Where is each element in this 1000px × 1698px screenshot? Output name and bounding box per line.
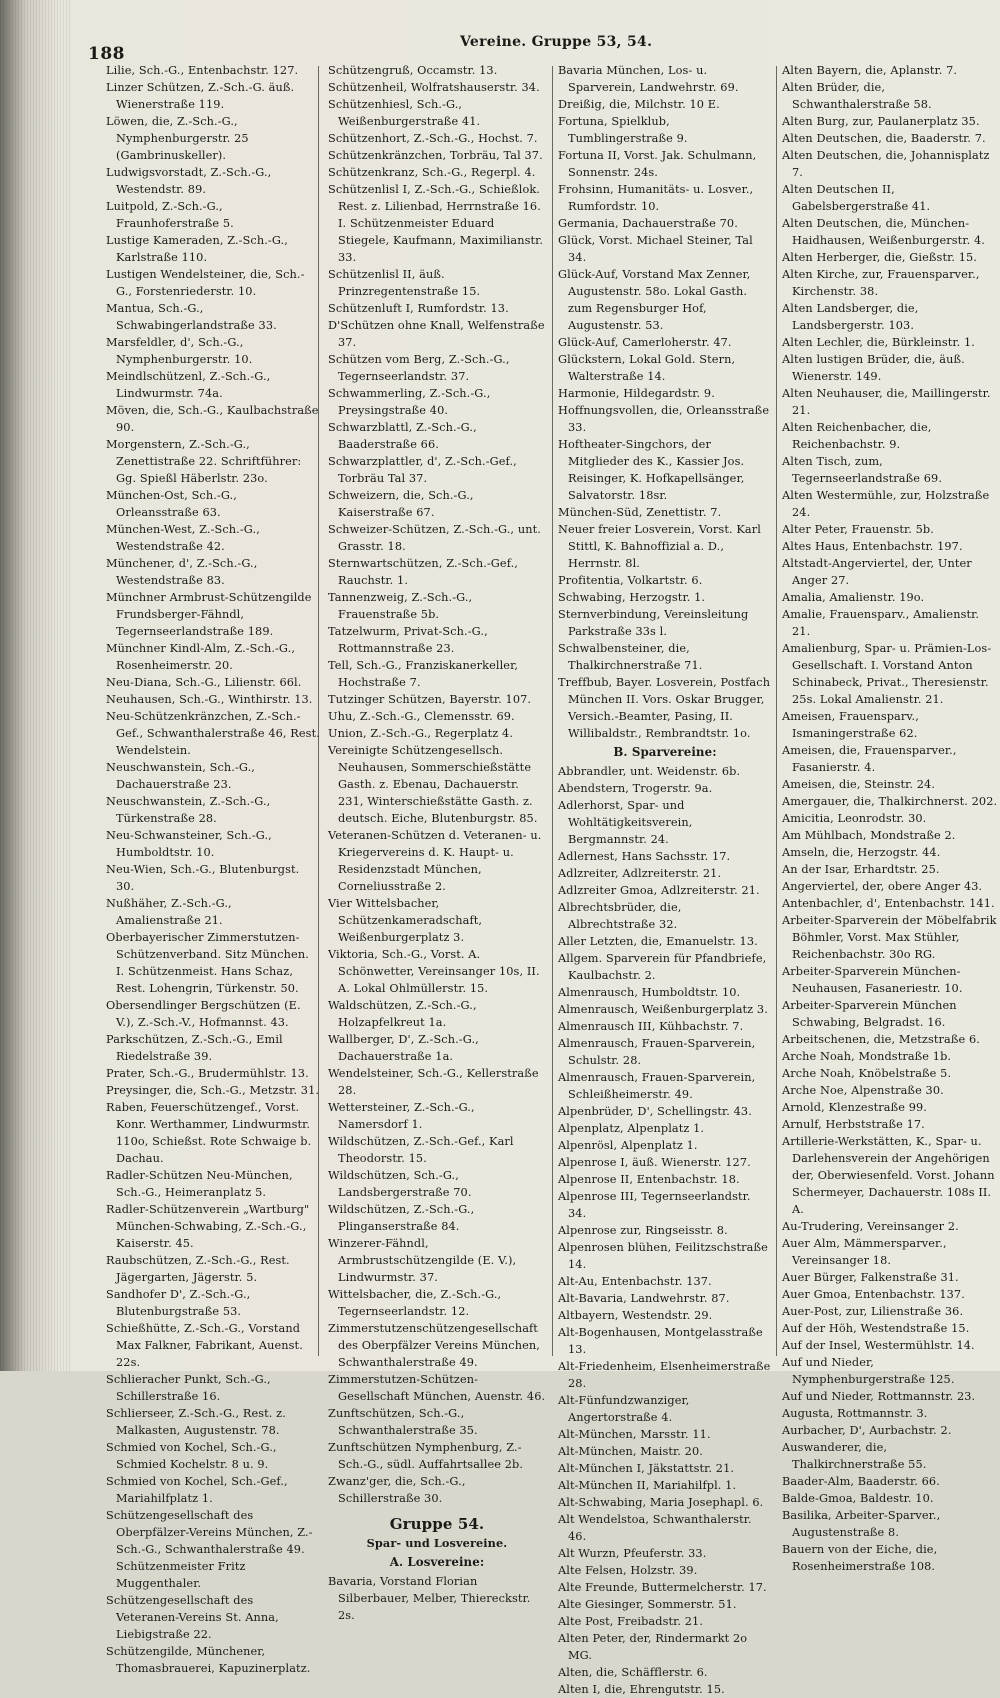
- list-item: Arbeiter-Sparverein München Schwabing, Belgradst. 16.: [782, 999, 957, 1029]
- group-54-subtitle: Spar- und Losvereine.: [366, 1536, 508, 1550]
- list-item: Allgem. Sparverein für Pfandbriefe, Kaulbachstr. 2.: [558, 952, 767, 982]
- list-item: Adlzreiter, Adlzreiterstr. 21.: [558, 867, 722, 880]
- list-item: Tatzelwurm, Privat-Sch.-G., Rottmannstraße 23.: [328, 625, 488, 655]
- list-item: Schmied von Kochel, Sch.-G., Schmied Kochelstr. 8 u. 9.: [106, 1441, 277, 1471]
- list-item: Alten Kirche, zur, Frauensparver., Kirchenstr. 38.: [782, 268, 980, 298]
- list-item: Amalie, Frauensparv., Amalienstr. 21.: [782, 608, 980, 638]
- list-item: Schlierseer, Z.-Sch.-G., Rest. z. Malkasten, Augustenstr. 78.: [106, 1407, 286, 1437]
- list-item: Alten lustigen Brüder, die, äuß. Wienerstr. 149.: [782, 353, 965, 383]
- list-item: Hoftheater-Singchors, der Mitglieder des K., Kassier Jos. Reisinger, K. Hofkapellsänger, Salvatorstr. 18sr.: [558, 438, 745, 502]
- column-3: [558, 62, 772, 1696]
- list-item: Schützenlisl I, Z.-Sch.-G., Schießlok. Rest. z. Lilienbad, Herrnstraße 16. I. Schützenmeister Eduard Stiegele, Kaufmann, Maximilianstr. 33.: [328, 183, 544, 264]
- list-item: Schwarzplattler, d', Z.-Sch.-Gef., Torbräu Tal 37.: [328, 455, 517, 485]
- list-item: Alten Tisch, zum, Tegernseerlandstraße 69.: [782, 455, 943, 485]
- list-item: Münchener, d', Z.-Sch.-G., Westendstraße 83.: [106, 557, 258, 587]
- list-item: Au-Trudering, Vereinsanger 2.: [782, 1220, 959, 1233]
- list-item: Alten Deutschen, die, München-Haidhausen, Weißenburgerstr. 4.: [782, 217, 985, 247]
- list-item: Löwen, die, Z.-Sch.-G., Nymphenburgerstr. 25 (Gambrinuskeller).: [106, 115, 249, 162]
- list-item: Almenrausch, Frauen-Sparverein, Schleißheimerstr. 49.: [558, 1071, 756, 1101]
- list-item: Bavaria, Vorstand Florian Silberbauer, Melber, Thiereckstr. 2s.: [328, 1575, 531, 1622]
- list-item: Alten Deutschen, die, Baaderstr. 7.: [782, 132, 986, 145]
- list-item: Nußhäher, Z.-Sch.-G., Amalienstraße 21.: [106, 897, 232, 927]
- list-item: Auf der Insel, Westermühlstr. 14.: [782, 1339, 975, 1352]
- list-item: Alten Bayern, die, Aplanstr. 7.: [782, 64, 958, 77]
- section-a-heading: A. Losvereine:: [389, 1555, 485, 1569]
- list-item: Tutzinger Schützen, Bayerstr. 107.: [328, 693, 532, 706]
- list-item: Arche Noah, Knöbelstraße 5.: [782, 1067, 952, 1080]
- list-item: Radler-Schützen Neu-München, Sch.-G., Heimeranplatz 5.: [106, 1169, 293, 1199]
- list-item: Almenrausch, Humboldtstr. 10.: [558, 986, 741, 999]
- list-item: Schützenhort, Z.-Sch.-G., Hochst. 7.: [328, 132, 538, 145]
- list-item: Schützen vom Berg, Z.-Sch.-G., Tegernseerlandstr. 37.: [328, 353, 510, 383]
- list-item: Alten Peter, der, Rindermarkt 2o MG.: [558, 1632, 748, 1662]
- list-item: Glück-Auf, Camerloherstr. 47.: [558, 336, 732, 349]
- list-item: Arbeiter-Sparverein der Möbelfabrik Böhmler, Vorst. Max Stühler, Reichenbachstr. 30o RG.: [782, 914, 997, 961]
- list-item: Schwalbensteiner, die, Thalkirchnerstraße 71.: [558, 642, 703, 672]
- list-item: Ludwigsvorstadt, Z.-Sch.-G., Westendstr. 89.: [106, 166, 272, 196]
- list-item: Alte Freunde, Buttermelcherstr. 17.: [558, 1581, 767, 1594]
- list-item: Abbrandler, unt. Weidenstr. 6b.: [558, 765, 741, 778]
- list-item: Schützengilde, Münchener, Thomasbrauerei, Kapuzinerplatz.: [106, 1645, 311, 1675]
- list-item: Glück, Vorst. Michael Steiner, Tal 34.: [558, 234, 753, 264]
- list-item: Schweizer-Schützen, Z.-Sch.-G., unt. Grasstr. 18.: [328, 523, 541, 553]
- list-item: Schützengesellschaft des Veteranen-Vereins St. Anna, Liebigstraße 22.: [106, 1594, 279, 1641]
- list-item: Ameisen, Frauensparv., Ismaningerstraße 62.: [782, 710, 919, 740]
- list-item: Tannenzweig, Z.-Sch.-G., Frauenstraße 5b.: [328, 591, 473, 621]
- list-item: Alten Landsberger, die, Landsbergerstr. 103.: [782, 302, 919, 332]
- list-item: Fortuna, Spielklub, Tumblingerstraße 9.: [558, 115, 688, 145]
- list-item: Alt-Schwabing, Maria Josephapl. 6.: [558, 1496, 764, 1509]
- list-item: Marsfeldler, d', Sch.-G., Nymphenburgerstr. 10.: [106, 336, 253, 366]
- list-item: Glück-Auf, Vorstand Max Zenner, Augustenstr. 58o. Lokal Gasth. zum Regensburger Hof, Augustenstr. 53.: [558, 268, 751, 332]
- list-item: Alten Herberger, die, Gießstr. 15.: [782, 251, 977, 264]
- list-item: Zimmerstutzen-Schützen-Gesellschaft München, Auenstr. 46.: [328, 1373, 546, 1403]
- list-item: Alpenrose II, Entenbachstr. 18.: [558, 1173, 740, 1186]
- list-item: Alten Brüder, die, Schwanthalerstraße 58.: [782, 81, 932, 111]
- list-item: Schützenlisl II, äuß. Prinzregentenstraße 15.: [328, 268, 481, 298]
- list-item: Alpenrose I, äuß. Wienerstr. 127.: [558, 1156, 751, 1169]
- list-item: Zunftschützen, Sch.-G., Schwanthalerstraße 35.: [328, 1407, 478, 1437]
- list-item: München-West, Z.-Sch.-G., Westendstraße 42.: [106, 523, 260, 553]
- list-item: Schützenluft I, Rumfordstr. 13.: [328, 302, 509, 315]
- list-item: Alt-Au, Entenbachstr. 137.: [558, 1275, 712, 1288]
- list-item: Neuhausen, Sch.-G., Winthirstr. 13.: [106, 693, 313, 706]
- list-item: Glückstern, Lokal Gold. Stern, Walterstraße 14.: [558, 353, 736, 383]
- list-item: Alten Burg, zur, Paulanerplatz 35.: [782, 115, 980, 128]
- list-item: Alten, die, Schäfflerstr. 6.: [558, 1666, 708, 1679]
- list-item: Alpenrose III, Tegernseerlandstr. 34.: [558, 1190, 751, 1220]
- list-item: Sternwartschützen, Z.-Sch.-Gef., Rauchstr. 1.: [328, 557, 518, 587]
- list-item: Alte Felsen, Holzstr. 39.: [558, 1564, 698, 1577]
- list-item: Almenrausch, Frauen-Sparverein, Schulstr. 28.: [558, 1037, 756, 1067]
- list-item: Adlzreiter Gmoa, Adlzreiterstr. 21.: [558, 884, 760, 897]
- list-item: Profitentia, Volkartstr. 6.: [558, 574, 703, 587]
- list-item: München-Süd, Zenettistr. 7.: [558, 506, 722, 519]
- column-4: [782, 62, 998, 1573]
- list-item: Altes Haus, Entenbachstr. 197.: [782, 540, 963, 553]
- list-item: Alt Wendelstoa, Schwanthalerstr. 46.: [558, 1513, 752, 1543]
- list-item: Schützenkranz, Sch.-G., Regerpl. 4.: [328, 166, 536, 179]
- list-item: Basilika, Arbeiter-Sparver., Augustenstraße 8.: [782, 1509, 941, 1539]
- list-item: Artillerie-Werkstätten, K., Spar- u. Darlehensverein der Angehörigen der, Oberwiesenfeld. Vorst. Johann Schermeyer, Dachauerstr. 108s II. A.: [782, 1135, 995, 1216]
- list-item: Obersendlinger Bergschützen (E. V.), Z.-Sch.-V., Hofmannst. 43.: [106, 999, 301, 1029]
- list-item: Zunftschützen Nymphenburg, Z.-Sch.-G., südl. Auffahrtsallee 2b.: [328, 1441, 524, 1471]
- list-item: Waldschützen, Z.-Sch.-G., Holzapfelkreut 1a.: [328, 999, 477, 1029]
- list-item: Wettersteiner, Z.-Sch.-G., Namersdorf 1.: [328, 1101, 475, 1131]
- list-item: Aller Letzten, die, Emanuelstr. 13.: [558, 935, 758, 948]
- list-item: Arnulf, Herbststraße 17.: [782, 1118, 925, 1131]
- list-item: Wildschützen, Z.-Sch.-Gef., Karl Theodorstr. 15.: [328, 1135, 514, 1165]
- list-item: Schwarzblattl, Z.-Sch.-G., Baaderstraße 66.: [328, 421, 477, 451]
- list-item: Sandhofer D', Z.-Sch.-G., Blutenburgstraße 53.: [106, 1288, 251, 1318]
- list-item: Uhu, Z.-Sch.-G., Clemensstr. 69.: [328, 710, 515, 723]
- list-item: Hoffnungsvollen, die, Orleansstraße 33.: [558, 404, 770, 434]
- list-item: Am Mühlbach, Mondstraße 2.: [782, 829, 956, 842]
- list-item: Treffbub, Bayer. Losverein, Postfach München II. Vors. Oskar Brugger, Versich.-Beamter, Pasing, II. Willibaldstr., Rembrandtstr. 1o.: [558, 676, 771, 740]
- list-item: Alpenrosen blühen, Feilitzschstraße 14.: [558, 1241, 768, 1271]
- list-item: Zwanz'ger, die, Sch.-G., Schillerstraße 30.: [328, 1475, 466, 1505]
- list-item: Vereinigte Schützengesellsch. Neuhausen, Sommerschießstätte Gasth. z. Ebenau, Dachauerstr. 231, Winterschießstätte Gasth. z. deutsch. Eiche, Blutenburgstr. 85.: [328, 744, 538, 825]
- list-item: Auf und Nieder, Nymphenburgerstraße 125.: [782, 1356, 955, 1386]
- list-item: Alpenrösl, Alpenplatz 1.: [558, 1139, 698, 1152]
- list-item: Baader-Alm, Baaderstr. 66.: [782, 1475, 940, 1488]
- list-item: Angerviertel, der, obere Anger 43.: [782, 880, 983, 893]
- list-item: Schwabing, Herzogstr. 1.: [558, 591, 706, 604]
- list-item: Albrechtsbrüder, die, Albrechtstraße 32.: [558, 901, 682, 931]
- list-item: Amseln, die, Herzogstr. 44.: [782, 846, 941, 859]
- list-item: Schützenheil, Wolfratshauserstr. 34.: [328, 81, 540, 94]
- text-columns: [106, 62, 998, 1696]
- list-item: Ameisen, die, Frauensparver., Fasanierstr. 4.: [782, 744, 957, 774]
- running-head: Vereine. Gruppe 53, 54.: [460, 34, 653, 50]
- list-item: Arbeiter-Sparverein München-Neuhausen, Fasaneriestr. 10.: [782, 965, 963, 995]
- list-item: Alten Deutschen, die, Johannisplatz 7.: [782, 149, 990, 179]
- list-item: Münchner Kindl-Alm, Z.-Sch.-G., Rosenheimerstr. 20.: [106, 642, 296, 672]
- list-item: Alten Westermühle, zur, Holzstraße 24.: [782, 489, 990, 519]
- list-item: Ameisen, die, Steinstr. 24.: [782, 778, 936, 791]
- column-3-losvereine: [558, 62, 772, 742]
- list-item: Viktoria, Sch.-G., Vorst. A. Schönwetter, Vereinsanger 10s, II. A. Lokal Ohlmüllerstr. 15.: [328, 948, 540, 995]
- list-item: Vier Wittelsbacher, Schützenkameradschaft, Weißenburgerplatz 3.: [328, 897, 483, 944]
- list-item: Auer Gmoa, Entenbachstr. 137.: [782, 1288, 965, 1301]
- list-item: Auf der Höh, Westendstraße 15.: [782, 1322, 970, 1335]
- list-item: Wildschützen, Sch.-G., Landsbergerstraße 70.: [328, 1169, 472, 1199]
- list-item: Alt-Bavaria, Landwehrstr. 87.: [558, 1292, 730, 1305]
- list-item: Neu-Schützenkränzchen, Z.-Sch.-Gef., Schwanthalerstraße 46, Rest. Wendelstein.: [106, 710, 320, 757]
- list-item: Alt-Bogenhausen, Montgelasstraße 13.: [558, 1326, 763, 1356]
- list-item: Parkschützen, Z.-Sch.-G., Emil Riedelstraße 39.: [106, 1033, 283, 1063]
- list-item: Wildschützen, Z.-Sch.-G., Plinganserstraße 84.: [328, 1203, 475, 1233]
- list-item: Almenrausch III, Kühbachstr. 7.: [558, 1020, 744, 1033]
- list-item: Neu-Schwansteiner, Sch.-G., Humboldtstr. 10.: [106, 829, 272, 859]
- list-item: Luitpold, Z.-Sch.-G., Fraunhoferstraße 5.: [106, 200, 234, 230]
- list-item: Arche Noe, Alpenstraße 30.: [782, 1084, 944, 1097]
- list-item: Harmonie, Hildegardstr. 9.: [558, 387, 715, 400]
- list-item: Altstadt-Angerviertel, der, Unter Anger 27.: [782, 557, 972, 587]
- list-item: Arche Noah, Mondstraße 1b.: [782, 1050, 952, 1063]
- list-item: Neuer freier Losverein, Vorst. Karl Stittl, K. Bahnoffizial a. D., Herrnstr. 8l.: [558, 523, 761, 570]
- list-item: Alten Reichenbacher, die, Reichenbachstr. 9.: [782, 421, 932, 451]
- section-b-heading: B. Sparvereine:: [613, 745, 717, 759]
- list-item: Zimmerstutzenschützengesellschaft des Oberpfälzer Vereins München, Schwanthalerstraße 49.: [328, 1322, 540, 1369]
- list-item: Germania, Dachauerstraße 70.: [558, 217, 738, 230]
- list-item: Schlieracher Punkt, Sch.-G., Schillerstraße 16.: [106, 1373, 271, 1403]
- list-item: Radler-Schützenverein „Wartburg" München-Schwabing, Z.-Sch.-G., Kaiserstr. 45.: [106, 1203, 310, 1250]
- list-item: Neu-Diana, Sch.-G., Lilienstr. 66l.: [106, 676, 302, 689]
- list-item: Wendelsteiner, Sch.-G., Kellerstraße 28.: [328, 1067, 539, 1097]
- list-item: Schützenkränzchen, Torbräu, Tal 37.: [328, 149, 543, 162]
- list-item: Alten Deutschen II, Gabelsbergerstraße 41.: [782, 183, 931, 213]
- list-item: Aurbacher, D', Aurbachstr. 2.: [782, 1424, 952, 1437]
- list-item: Alpenrose zur, Ringseisstr. 8.: [558, 1224, 728, 1237]
- list-item: Auswanderer, die, Thalkirchnerstraße 55.: [782, 1441, 927, 1471]
- list-item: Alten Lechler, die, Bürkleinstr. 1.: [782, 336, 975, 349]
- list-item: Alt-Friedenheim, Elsenheimerstraße 28.: [558, 1360, 771, 1390]
- list-item: Adlerhorst, Spar- und Wohltätigkeitsverein, Bergmannstr. 24.: [558, 799, 693, 846]
- list-item: Alten I, die, Ehrengutstr. 15.: [558, 1683, 725, 1696]
- group-54-title: Gruppe 54.: [389, 1515, 485, 1533]
- list-item: Alpenbrüder, D', Schellingstr. 43.: [558, 1105, 752, 1118]
- list-item: Linzer Schützen, Z.-Sch.-G. äuß. Wienerstraße 119.: [106, 81, 295, 111]
- list-item: Lustige Kameraden, Z.-Sch.-G., Karlstraße 110.: [106, 234, 288, 264]
- list-item: Lilie, Sch.-G., Entenbachstr. 127.: [106, 64, 299, 77]
- list-item: Veteranen-Schützen d. Veteranen- u. Kriegervereins d. K. Haupt- u. Residenzstadt München, Corneliusstraße 2.: [328, 829, 542, 893]
- list-item: Schweizern, die, Sch.-G., Kaiserstraße 67.: [328, 489, 474, 519]
- list-item: Bauern von der Eiche, die, Rosenheimerstraße 108.: [782, 1543, 938, 1573]
- list-item: Mantua, Sch.-G., Schwabingerlandstraße 33.: [106, 302, 277, 332]
- list-item: Raubschützen, Z.-Sch.-G., Rest. Jägergarten, Jägerstr. 5.: [106, 1254, 290, 1284]
- column-2-entries: [328, 62, 546, 1507]
- list-item: Alt-Fünfundzwanziger, Angertorstraße 4.: [558, 1394, 690, 1424]
- list-item: Abendstern, Trogerstr. 9a.: [558, 782, 713, 795]
- list-item: Münchner Armbrust-Schützengilde Frundsberger-Fähndl, Tegernseerlandstraße 189.: [106, 591, 312, 638]
- list-item: Möven, die, Sch.-G., Kaulbachstraße 90.: [106, 404, 319, 434]
- list-item: Amicitia, Leonrodstr. 30.: [782, 812, 927, 825]
- list-item: Arbeitschenen, die, Metzstraße 6.: [782, 1033, 980, 1046]
- list-item: Bavaria München, Los- u. Sparverein, Landwehrstr. 69.: [558, 64, 739, 94]
- list-item: Alte Giesinger, Sommerstr. 51.: [558, 1598, 737, 1611]
- list-item: Auer Alm, Mämmersparver., Vereinsanger 18.: [782, 1237, 947, 1267]
- list-item: Amergauer, die, Thalkirchnerst. 202.: [782, 795, 998, 808]
- list-item: Oberbayerischer Zimmerstutzen-Schützenverband. Sitz München. I. Schützenmeist. Hans Schaz, Rest. Lohengrin, Türkenstr. 50.: [106, 931, 309, 995]
- book-spine-shadow: [0, 0, 70, 1371]
- list-item: Adlernest, Hans Sachsstr. 17.: [558, 850, 731, 863]
- list-item: Alter Peter, Frauenstr. 5b.: [782, 523, 934, 536]
- list-item: Augusta, Rottmannstr. 3.: [782, 1407, 928, 1420]
- list-item: Alte Post, Freibadstr. 21.: [558, 1615, 704, 1628]
- list-item: Schützenhiesl, Sch.-G., Weißenburgerstraße 41.: [328, 98, 481, 128]
- list-item: Dreißig, die, Milchstr. 10 E.: [558, 98, 720, 111]
- list-item: Tell, Sch.-G., Franziskanerkeller, Hochstraße 7.: [328, 659, 519, 689]
- list-item: Alt-München, Marsstr. 11.: [558, 1428, 711, 1441]
- list-item: Antenbachler, d', Entenbachstr. 141.: [782, 897, 995, 910]
- list-item: Schützengruß, Occamstr. 13.: [328, 64, 498, 77]
- list-item: Alt Wurzn, Pfeuferstr. 33.: [558, 1547, 707, 1560]
- list-item: Meindlschützenl, Z.-Sch.-G., Lindwurmstr. 74a.: [106, 370, 271, 400]
- list-item: Winzerer-Fähndl, Armbrustschützengilde (E. V.), Lindwurmstr. 37.: [328, 1237, 517, 1284]
- list-item: Wallberger, D', Z.-Sch.-G., Dachauerstraße 1a.: [328, 1033, 479, 1063]
- list-item: Balde-Gmoa, Baldestr. 10.: [782, 1492, 934, 1505]
- list-item: Neuschwanstein, Z.-Sch.-G., Türkenstraße 28.: [106, 795, 271, 825]
- list-item: Altbayern, Westendstr. 29.: [558, 1309, 713, 1322]
- page-number: 188: [88, 44, 125, 64]
- list-item: Wittelsbacher, die, Z.-Sch.-G., Tegernseerlandstr. 12.: [328, 1288, 502, 1318]
- list-item: Alt-München, Maistr. 20.: [558, 1445, 703, 1458]
- list-item: Prater, Sch.-G., Brudermühlstr. 13.: [106, 1067, 309, 1080]
- list-item: Auer Bürger, Falkenstraße 31.: [782, 1271, 959, 1284]
- list-item: Schwammerling, Z.-Sch.-G., Preysingstraße 40.: [328, 387, 491, 417]
- list-item: Auf und Nieder, Rottmannstr. 23.: [782, 1390, 976, 1403]
- list-item: An der Isar, Erhardtstr. 25.: [782, 863, 940, 876]
- list-item: Sternverbindung, Vereinsleitung Parkstraße 33s l.: [558, 608, 749, 638]
- list-item: Frohsinn, Humanitäts- u. Losver., Rumfordstr. 10.: [558, 183, 754, 213]
- list-item: Alten Neuhauser, die, Maillingerstr. 21.: [782, 387, 991, 417]
- list-item: Amalia, Amalienstr. 19o.: [782, 591, 925, 604]
- list-item: Alt-München II, Mariahilfpl. 1.: [558, 1479, 737, 1492]
- column-1: [106, 62, 320, 1675]
- list-item: Lustigen Wendelsteiner, die, Sch.-G., Forstenriederstr. 10.: [106, 268, 305, 298]
- column-3-sparvereine: [558, 763, 772, 1698]
- list-item: Fortuna II, Vorst. Jak. Schulmann, Sonnenstr. 24s.: [558, 149, 757, 179]
- list-item: Alpenplatz, Alpenplatz 1.: [558, 1122, 705, 1135]
- list-item: Preysinger, die, Sch.-G., Metzstr. 31.: [106, 1084, 320, 1097]
- list-item: Arnold, Klenzestraße 99.: [782, 1101, 927, 1114]
- list-item: Schießhütte, Z.-Sch.-G., Vorstand Max Falkner, Fabrikant, Auenst. 22s.: [106, 1322, 303, 1369]
- list-item: Union, Z.-Sch.-G., Regerplatz 4.: [328, 727, 514, 740]
- list-item: München-Ost, Sch.-G., Orleansstraße 63.: [106, 489, 237, 519]
- column-2: [328, 62, 546, 1622]
- list-item: Morgenstern, Z.-Sch.-G., Zenettistraße 22. Schriftführer: Gg. Spießl Häberlstr. 23o.: [106, 438, 302, 485]
- list-item: Alt-München I, Jäkstattstr. 21.: [558, 1462, 735, 1475]
- list-item: D'Schützen ohne Knall, Welfenstraße 37.: [328, 319, 545, 349]
- list-item: Schmied von Kochel, Sch.-Gef., Mariahilfplatz 1.: [106, 1475, 288, 1505]
- list-item: Raben, Feuerschützengef., Vorst. Konr. Werthammer, Lindwurmstr. 110o, Schießst. Rote Schwaige b. Dachau.: [106, 1101, 312, 1165]
- list-item: Auer-Post, zur, Lilienstraße 36.: [782, 1305, 964, 1318]
- list-item: Schützengesellschaft des Oberpfälzer-Vereins München, Z.-Sch.-G., Schwanthalerstraße 49. Schützenmeister Fritz Muggenthaler.: [106, 1509, 313, 1590]
- list-item: Amalienburg, Spar- u. Prämien-Los-Gesellschaft. I. Vorstand Anton Schinabeck, Privat., Theresienstr. 25s. Lokal Amalienstr. 21.: [782, 642, 992, 706]
- list-item: Neu-Wien, Sch.-G., Blutenburgst. 30.: [106, 863, 300, 893]
- list-item: Almenrausch, Weißenburgerplatz 3.: [558, 1003, 768, 1016]
- list-item: Neuschwanstein, Sch.-G., Dachauerstraße 23.: [106, 761, 255, 791]
